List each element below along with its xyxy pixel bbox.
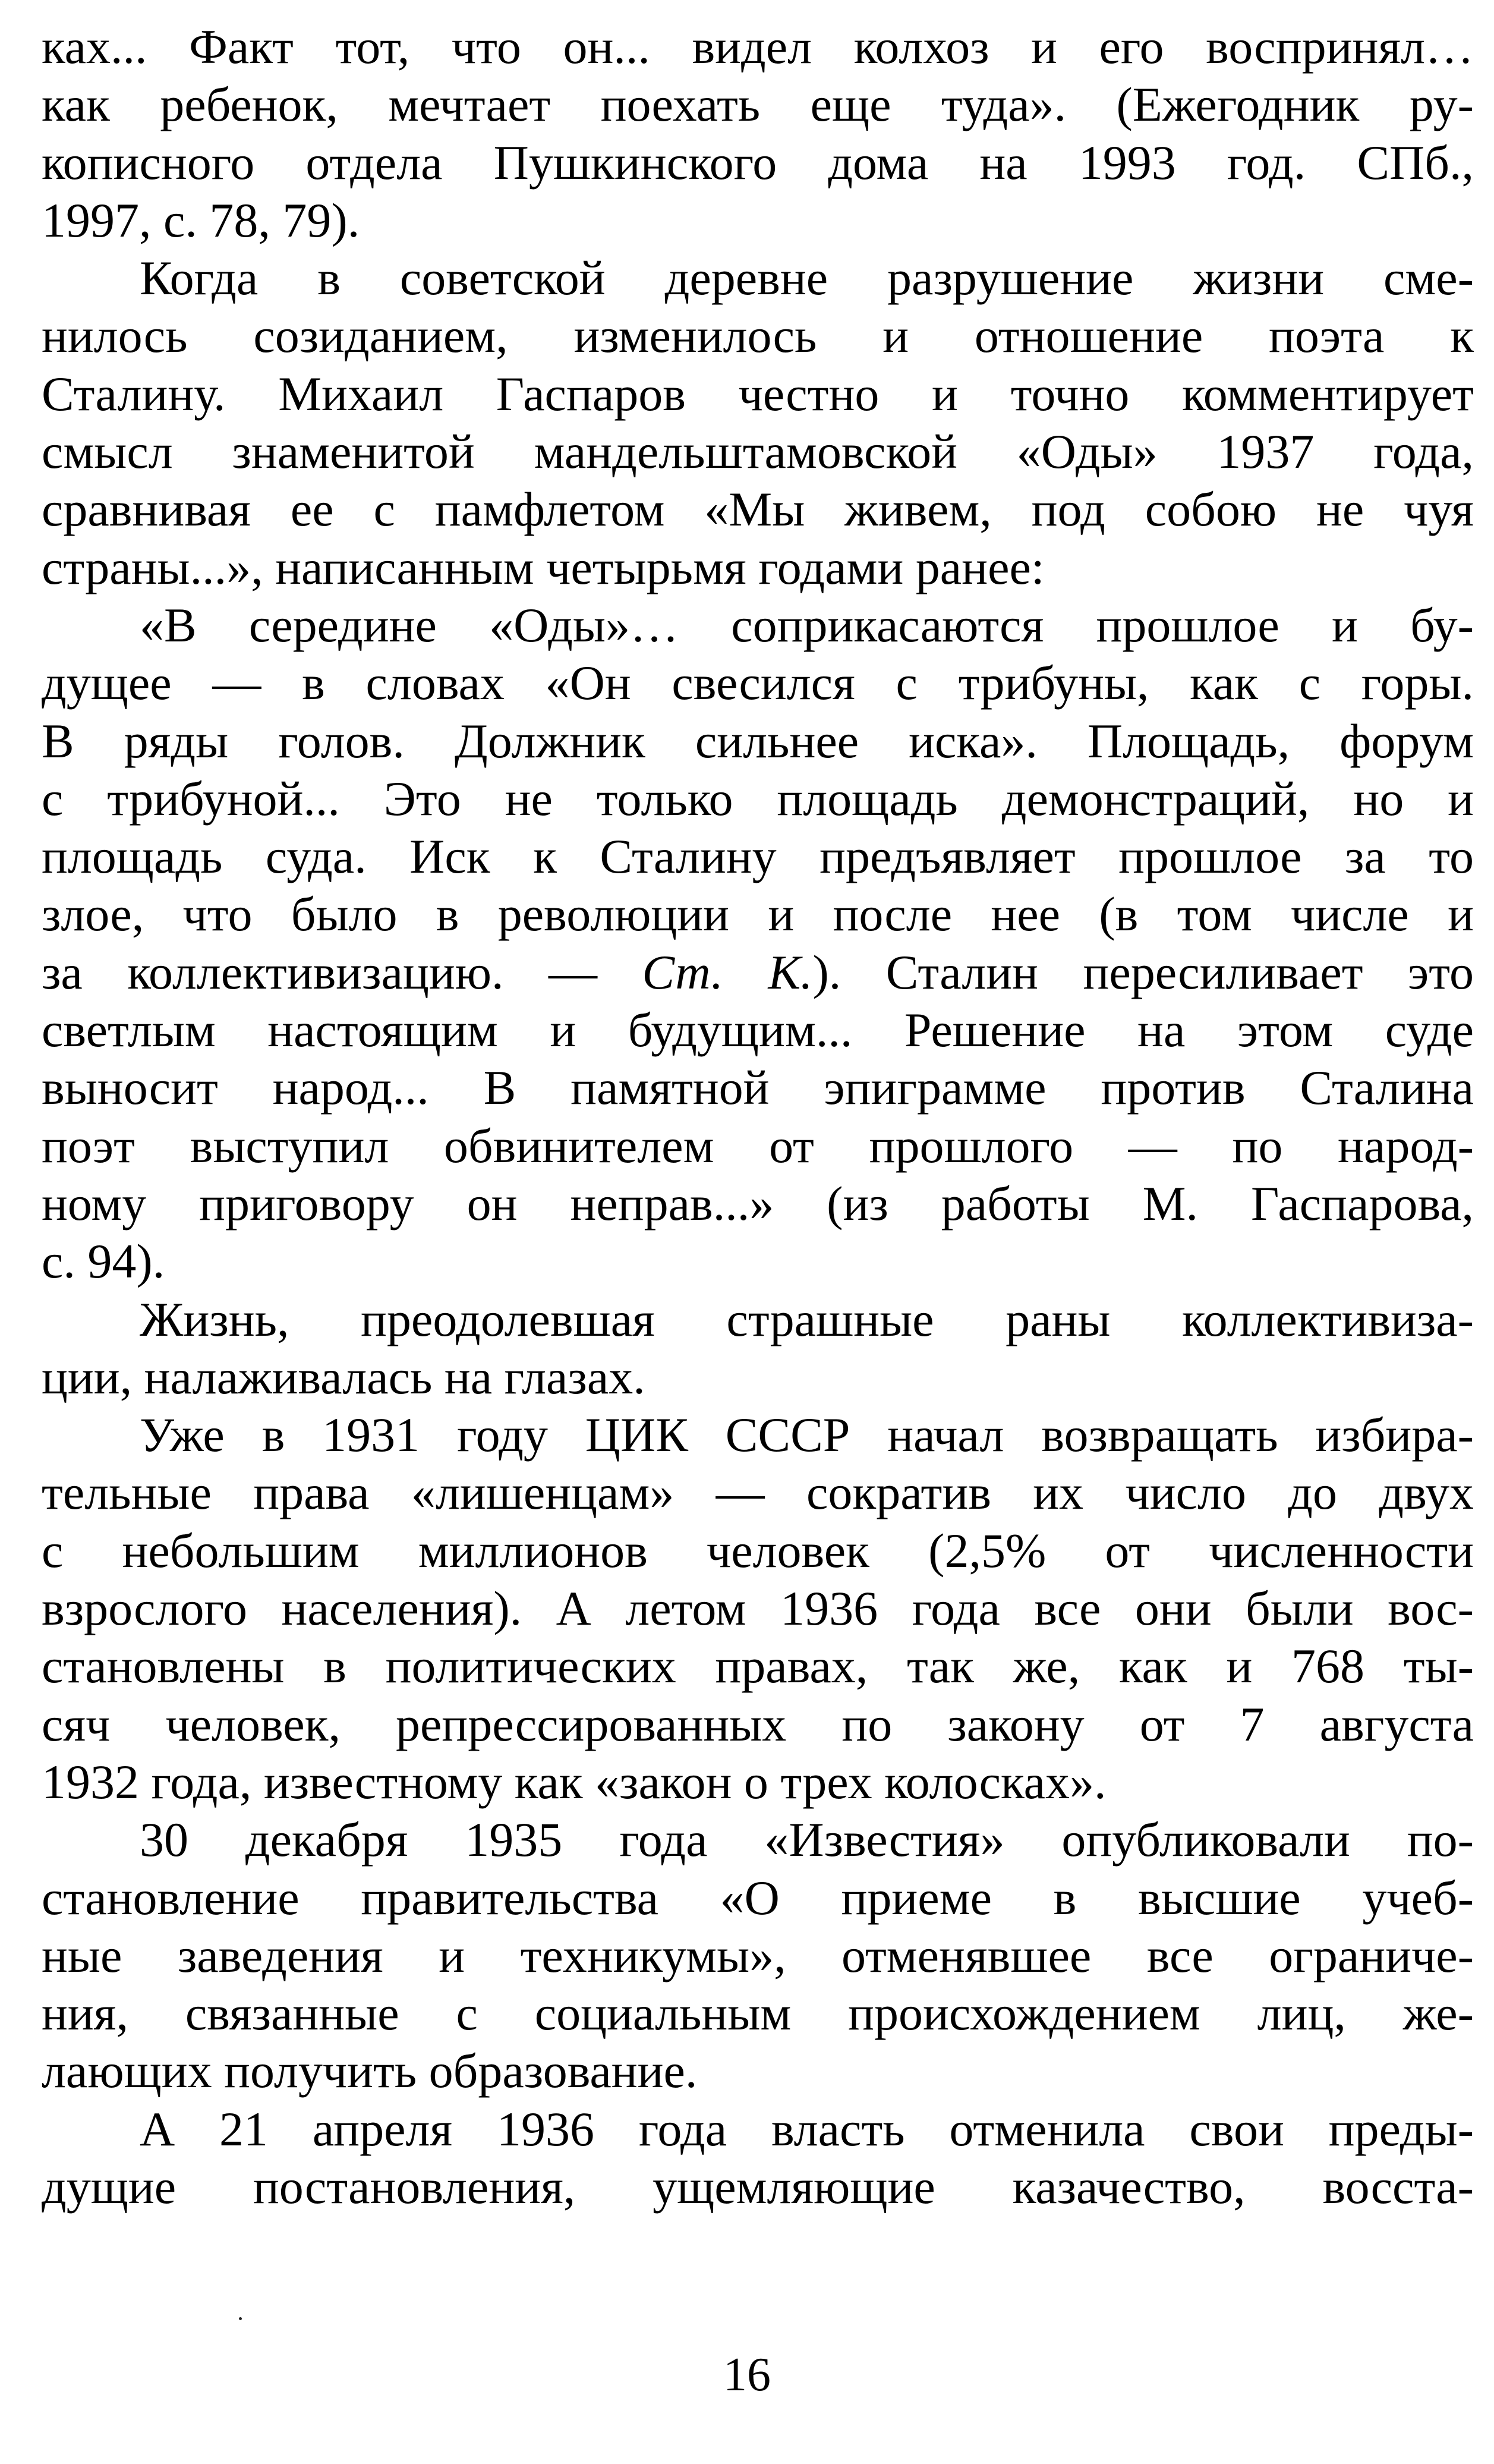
- body-text: [42, 18, 1474, 2216]
- text-line: площадь суда. Иск к Сталину предъявляет прошлое за то: [42, 829, 1474, 884]
- text-line: с небольшим миллионов человек (2,5% от численности: [42, 1523, 1474, 1578]
- text-line: светлым настоящим и будущим... Решение на этом суде: [42, 1003, 1474, 1058]
- text-segment: ). Сталин пересиливает это: [812, 945, 1474, 999]
- text-line: поэт выступил обвинителем от прошлого — по народ-: [42, 1118, 1474, 1173]
- text-line: дущие постановления, ущемляющие казачество, восста-: [42, 2159, 1474, 2214]
- text-line: ции, налаживалась на глазах.: [42, 1349, 645, 1404]
- text-line: выносит народ... В памятной эпиграмме против Сталина: [42, 1061, 1474, 1115]
- text-line: становлены в политических правах, так же, как и 768 ты-: [42, 1639, 1474, 1694]
- text-line: ках... Факт тот, что он... видел колхоз и его воспринял…: [42, 20, 1474, 74]
- text-line: злое, что было в революции и после нее (в том числе и: [42, 887, 1474, 942]
- text-line: страны...», написанным четырьмя годами ранее:: [42, 540, 1045, 594]
- text-line: нилось созиданием, изменилось и отношение поэта к: [42, 309, 1474, 363]
- text-line: ные заведения и техникумы», отменявшее все ограниче-: [42, 1928, 1474, 1982]
- page-number: 16: [723, 2349, 771, 2401]
- text-line: Уже в 1931 году ЦИК СССР начал возвращать избира-: [140, 1408, 1474, 1462]
- text-line: смысл знаменитой мандельштамовской «Оды» 1937 года,: [42, 424, 1474, 479]
- text-line: тельные права «лишенцам» — сократив их число до двух: [42, 1465, 1474, 1520]
- text-line: Когда в советской деревне разрушение жизни сме-: [140, 251, 1474, 306]
- text-line: лающих получить образование.: [42, 2044, 698, 2098]
- italic-initials: Ст. К.: [642, 945, 813, 999]
- text-line: 30 декабря 1935 года «Известия» опубликовали по-: [140, 1812, 1474, 1867]
- text-line: становление правительства «О приеме в высшие учеб-: [42, 1870, 1474, 1925]
- text-line: [42, 943, 1474, 1001]
- text-line: 1997, с. 78, 79).: [42, 193, 360, 247]
- text-line: «В середине «Оды»… соприкасаются прошлое и бу-: [140, 597, 1474, 652]
- text-line: 1932 года, известному как «закон о трех колосках».: [42, 1754, 1107, 1809]
- text-line: А 21 апреля 1936 года власть отменила свои преды-: [140, 2101, 1474, 2156]
- scan-speck: [239, 2317, 242, 2320]
- text-line: ному приговору он неправ...» (из работы М. Гаспарова,: [42, 1176, 1474, 1231]
- text-line: Жизнь, преодолевшая страшные раны коллективиза-: [140, 1292, 1474, 1346]
- text-segment: за коллективизацию. —: [42, 945, 597, 999]
- text-line: В ряды голов. Должник сильнее иска». Площадь, форум: [42, 713, 1474, 768]
- text-line: с трибуной... Это не только площадь демонстраций, но и: [42, 771, 1474, 826]
- text-line: как ребенок, мечтает поехать еще туда». (Ежегодник ру-: [42, 77, 1474, 132]
- text-line: ния, связанные с социальным происхождением лиц, же-: [42, 1986, 1474, 2041]
- text-line: с. 94).: [42, 1234, 165, 1289]
- text-line: кописного отдела Пушкинского дома на 1993 год. СПб.,: [42, 135, 1474, 190]
- text-line: Сталину. Михаил Гаспаров честно и точно комментирует: [42, 366, 1474, 421]
- text-line: дущее — в словах «Он свесился с трибуны, как с горы.: [42, 656, 1474, 710]
- text-line: взрослого населения). А летом 1936 года все они были вос-: [42, 1581, 1474, 1636]
- text-line: сяч человек, репрессированных по закону от 7 августа: [42, 1697, 1474, 1751]
- text-line: сравнивая ее с памфлетом «Мы живем, под собою не чуя: [42, 482, 1474, 537]
